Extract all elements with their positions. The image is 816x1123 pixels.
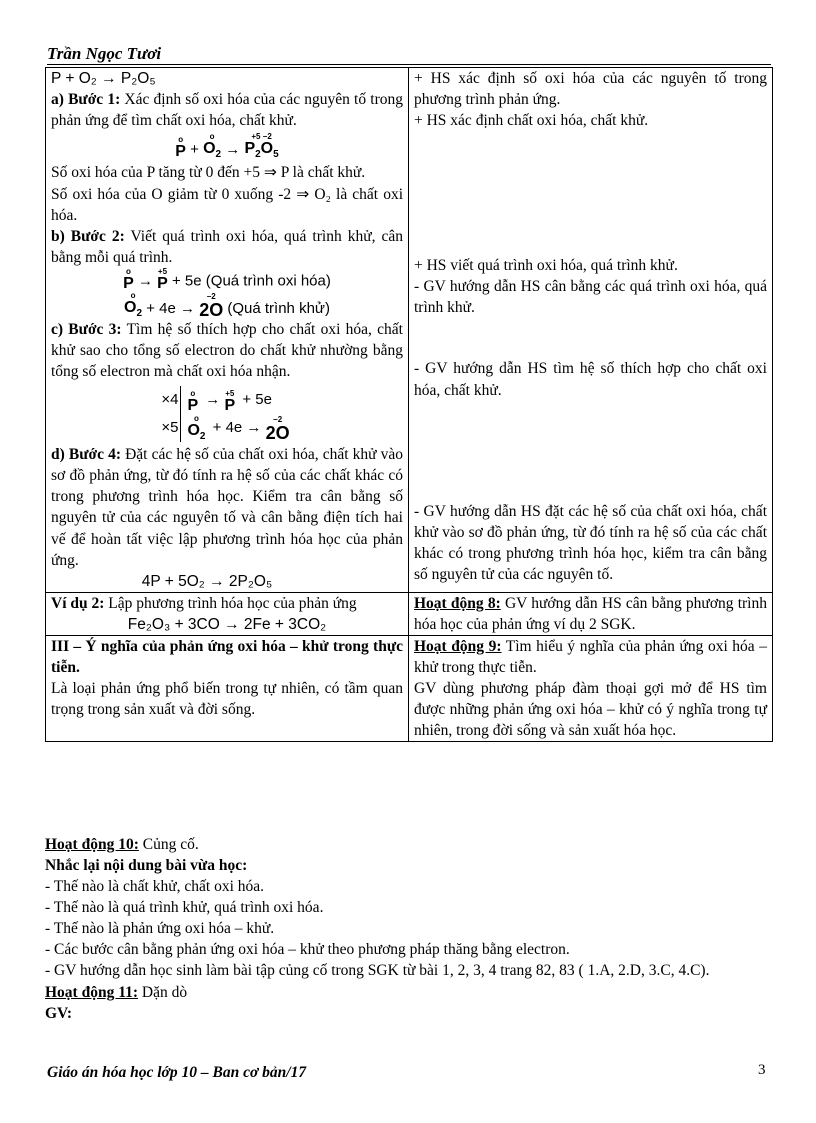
p-change-text: Số oxi hóa của P tăng từ 0 đến +5 ⇒ P là chất khử. xyxy=(51,164,366,182)
table-row xyxy=(46,635,773,741)
activity-10 xyxy=(45,834,771,855)
left-cell xyxy=(46,592,409,635)
o-change-text: Số oxi hóa của O giảm từ 0 xuống -2 ⇒ O₂ là chất oxi hóa. xyxy=(51,185,403,224)
example2-equation: Fe₂O₃ + 3CO → 2Fe + 3CO₂ xyxy=(127,615,327,633)
activity-8-text: GV hướng dẫn HS cân bằng phương trình hóa học của phản ứng ví dụ 2 SGK. xyxy=(414,594,767,633)
recap-item: - Các bước cân bằng phản ứng oxi hóa – khử theo phương pháp thăng bằng electron. xyxy=(45,941,570,959)
right-note-5: - GV hướng dẫn HS tìm hệ số thích hợp cho chất oxi hóa, chất khử. xyxy=(414,360,767,399)
step4-label: d) Bước 4: xyxy=(51,446,121,464)
section-3-text: Là loại phản ứng phổ biến trong tự nhiên, có tầm quan trọng trong sản xuất và đời sống. xyxy=(51,680,403,719)
lesson-table xyxy=(45,67,773,742)
left-cell xyxy=(46,68,409,593)
balanced-processes: ×4 ×5 o P → +5 P + 5e o $O_2$ + 4e → −2 2O xyxy=(51,386,403,442)
right-note-3: + HS viết quá trình oxi hóa, quá trình khử. xyxy=(414,257,678,275)
oxidation-state-equation: o P + o $O_2$ → +5 −2 $P_2O_5$ xyxy=(175,132,279,161)
activity-11 xyxy=(45,982,771,1003)
right-note-4: - GV hướng dẫn HS cân bằng các quá trình oxi hóa, quá trình khử. xyxy=(414,278,767,317)
right-note-2: + HS xác định chất oxi hóa, chất khử. xyxy=(414,112,649,130)
step2-label: b) Bước 2: xyxy=(51,227,125,245)
right-cell xyxy=(409,635,773,741)
activity-8-label: Hoạt động 8: xyxy=(414,594,501,612)
step1-label: a) Bước 1: xyxy=(51,91,121,109)
step1-text: Xác định số oxi hóa của các nguyên tố trong phản ứng để tìm chất oxi hóa, chất khử. xyxy=(51,91,403,130)
step3 xyxy=(51,319,403,382)
activity-9 xyxy=(414,636,767,678)
recap-item: - Thế nào là chất khử, chất oxi hóa. xyxy=(45,878,265,896)
header-author: Trần Ngọc Tươi xyxy=(47,44,771,65)
final-equation: 4P + 5O₂ → 2P₂O₅ xyxy=(141,572,273,590)
section-3-title: III – Ý nghĩa của phản ứng oxi hóa – khử trong thực tiễn. xyxy=(51,637,403,677)
step3-text: Tìm hệ số thích hợp cho chất oxi hóa, chất khử sao cho tổng số electron do chất khử nhường bằng tổng số electron mà chất oxi hóa nhận. xyxy=(51,321,403,381)
page-number: 3 xyxy=(758,1062,766,1078)
table-row xyxy=(46,592,773,635)
footer-text: Giáo án hóa học lớp 10 – Ban cơ bản/17 xyxy=(47,1064,307,1081)
activity-11-label: Hoạt động 11: xyxy=(45,983,139,1001)
right-note-1: + HS xác định số oxi hóa của các nguyên tố trong phương trình phản ứng. xyxy=(414,70,767,109)
right-note-6: - GV hướng dẫn HS đặt các hệ số của chất oxi hóa, chất khử vào sơ đồ phản ứng, từ đó tính ra hệ số của các chất khác có trong phương trình hóa học, kiểm tra cân bằng số nguyên tử của các nguyên tố. xyxy=(414,502,767,583)
consolidation-section xyxy=(45,834,771,1024)
step4-text: Đặt các hệ số của chất oxi hóa, chất khử vào sơ đồ phản ứng, từ đó tính ra hệ số của các chất khác có trong phương trình hóa học. Kiểm tra cân bằng số nguyên tử của các nguyên tố và cân bằng điện tích hai vế để hoàn tất việc lập phương trình hóa học của phản ứng. xyxy=(51,446,403,569)
activity-8 xyxy=(414,593,767,635)
step2-text: Viết quá trình oxi hóa, quá trình khử, cân bằng mỗi quá trình. xyxy=(51,227,403,266)
activity-10-text: Củng cố. xyxy=(138,836,199,853)
recap-item: - Thế nào là phản ứng oxi hóa – khử. xyxy=(45,920,275,938)
table-row xyxy=(46,68,773,593)
step3-label: c) Bước 3: xyxy=(51,321,122,338)
right-cell xyxy=(409,68,773,593)
example2-text: Lập phương trình hóa học của phản ứng xyxy=(104,594,357,612)
activity-9-desc: GV dùng phương pháp đàm thoại gợi mở để HS tìm được những phản ứng oxi hóa – khử có ý nghĩa trong tự nhiên, trong đời sống và sản xuất hóa học. xyxy=(414,680,767,740)
step4 xyxy=(51,444,403,570)
oxidation-process: o P → +5 P + 5e (Quá trình oxi hóa) xyxy=(123,266,331,292)
activity-9-label: Hoạt động 9: xyxy=(414,637,502,655)
reduction-note: (Quá trình khử) xyxy=(227,299,330,317)
recap-item: - Thế nào là quá trình khử, quá trình oxi hóa. xyxy=(45,899,324,917)
step2 xyxy=(51,226,403,268)
recap-item: - GV hướng dẫn học sinh làm bài tập củng cố trong SGK từ bài 1, 2, 3, 4 trang 82, 83 ( 1.A, 2.D, 3.C, 4.C). xyxy=(45,962,710,980)
activity-10-label: Hoạt động 10: xyxy=(45,836,139,853)
reduction-process: o $O_2$ + 4e → −2 2O (Quá trình khử) xyxy=(124,290,330,320)
oxidation-note: (Quá trình oxi hóa) xyxy=(205,272,331,290)
recap-title: Nhắc lại nội dung bài vừa học: xyxy=(45,857,248,875)
right-cell xyxy=(409,592,773,635)
step1 xyxy=(51,89,403,131)
equation-top: P + O₂ → P₂O₅ xyxy=(51,70,156,87)
activity-11-text: Dặn dò xyxy=(138,983,188,1001)
example2 xyxy=(51,593,403,614)
example2-label: Ví dụ 2: xyxy=(51,594,105,612)
gv-label: GV: xyxy=(45,1004,72,1022)
left-cell xyxy=(46,635,409,741)
activity-9-text: Tìm hiểu ý nghĩa của phản ứng oxi hóa – khử trong thực tiễn. xyxy=(414,637,767,677)
